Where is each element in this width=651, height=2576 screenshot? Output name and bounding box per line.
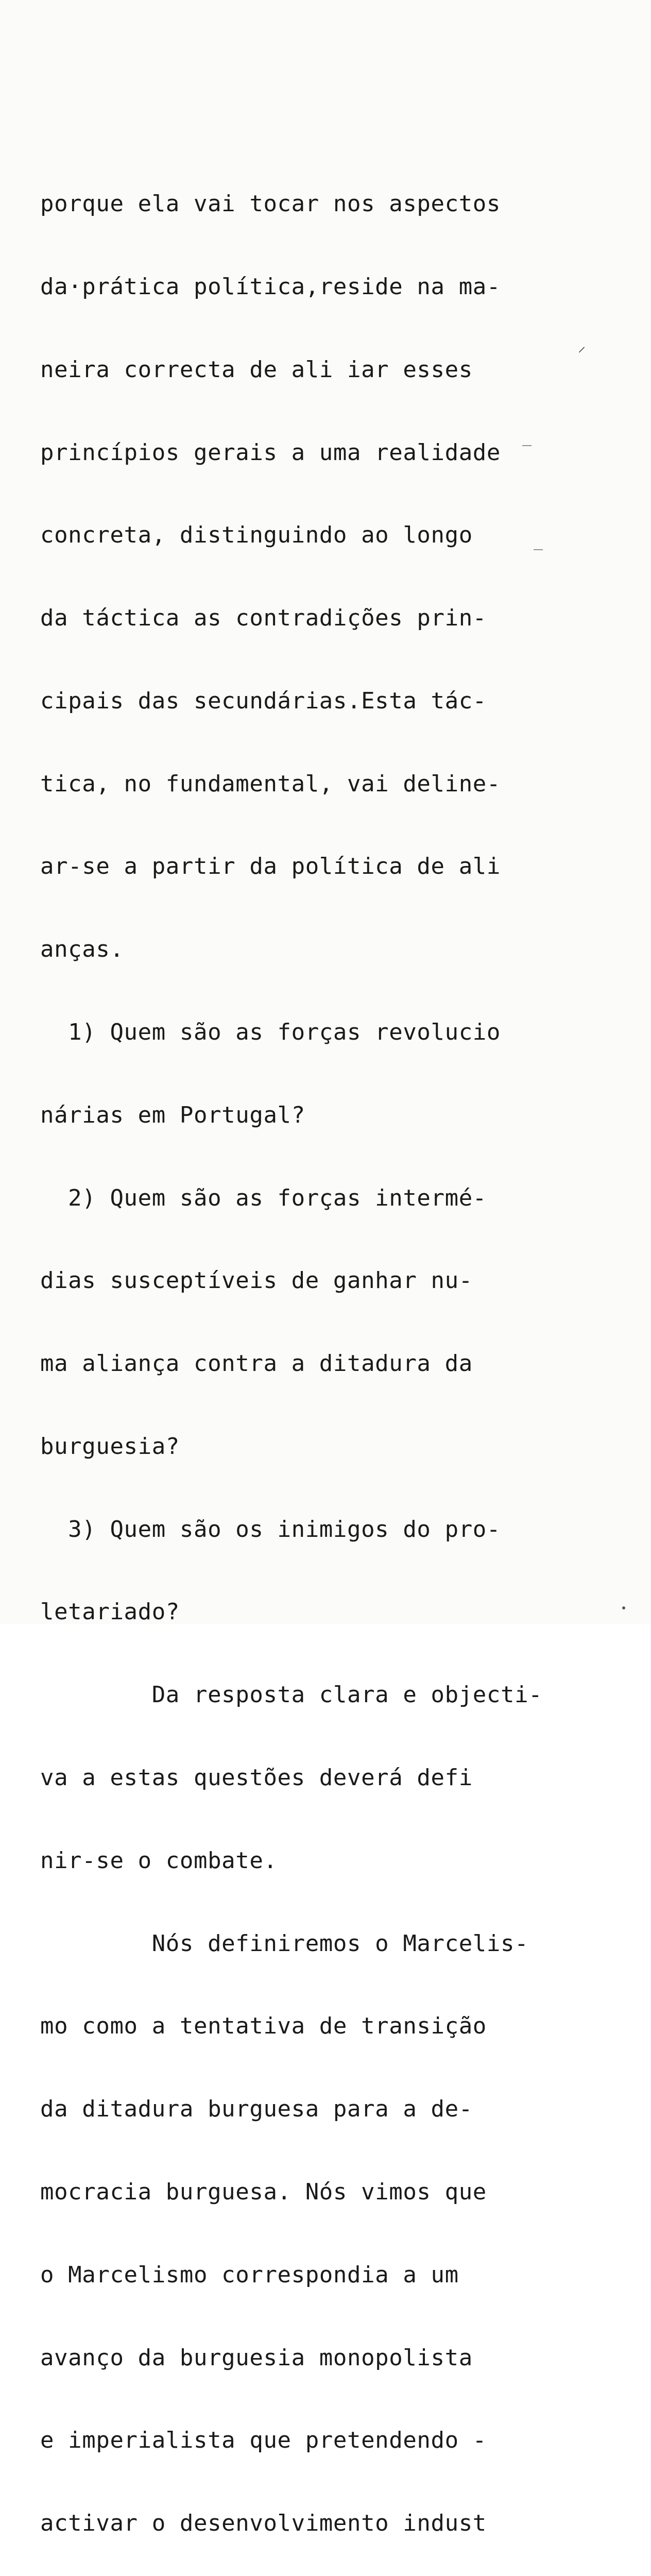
text-line: avanço da burguesia monopolista xyxy=(40,2344,473,2371)
text-line: 3) Quem são os inimigos do pro- xyxy=(40,1516,501,1543)
text-line: cipais das secundárias.Esta tác- xyxy=(40,687,487,714)
text-line: ar-se a partir da política de ali xyxy=(40,853,501,880)
text-line: o Marcelismo correspondia a um xyxy=(40,2261,459,2288)
text-line: va a estas questões deverá defi xyxy=(40,1765,473,1791)
text-line: e imperialista que pretendendo - xyxy=(40,2427,487,2454)
text-line: nir-se o combate. xyxy=(40,1847,278,1874)
text-line: concreta, distinguindo ao longo xyxy=(40,522,473,549)
text-line: da ditadura burguesa para a de- xyxy=(40,2096,473,2123)
text-line: mo como a tentativa de transição xyxy=(40,2013,487,2040)
text-line: activar o desenvolvimento indust xyxy=(40,2510,487,2537)
text-line: anças. xyxy=(40,936,124,963)
text-line: ma aliança contra a ditadura da xyxy=(40,1350,473,1377)
text-line: nárias em Portugal? xyxy=(40,1101,305,1128)
margin-dash-mark: ‾ xyxy=(522,443,532,461)
text-line: burguesia? xyxy=(40,1433,180,1460)
text-line: porque ela vai tocar nos aspectos xyxy=(40,191,501,217)
text-line: Nós definiremos o Marcelis- xyxy=(40,1930,529,1957)
text-line: Da resposta clara e objecti- xyxy=(40,1682,543,1708)
text-line: princípios gerais a uma realidade xyxy=(40,439,501,466)
margin-dash-mark: ‾ xyxy=(534,547,543,565)
text-line: letariado? xyxy=(40,1599,180,1625)
margin-tick-mark: ⸝ xyxy=(578,337,586,355)
text-line: da·prática política,reside na ma- xyxy=(40,273,501,300)
typewritten-body-text xyxy=(40,135,555,2576)
text-line: da táctica as contradições prin- xyxy=(40,605,487,632)
text-line: tica, no fundamental, vai deline- xyxy=(40,770,501,797)
text-line: neira correcta de ali iar esses xyxy=(40,356,473,383)
text-line: mocracia burguesa. Nós vimos que xyxy=(40,2178,487,2205)
text-line: dias susceptíveis de ganhar nu- xyxy=(40,1267,473,1294)
text-line: 2) Quem são as forças intermé- xyxy=(40,1184,487,1211)
text-line: 1) Quem são as forças revolucio xyxy=(40,1019,501,1045)
stray-ink-dot xyxy=(622,1606,625,1609)
